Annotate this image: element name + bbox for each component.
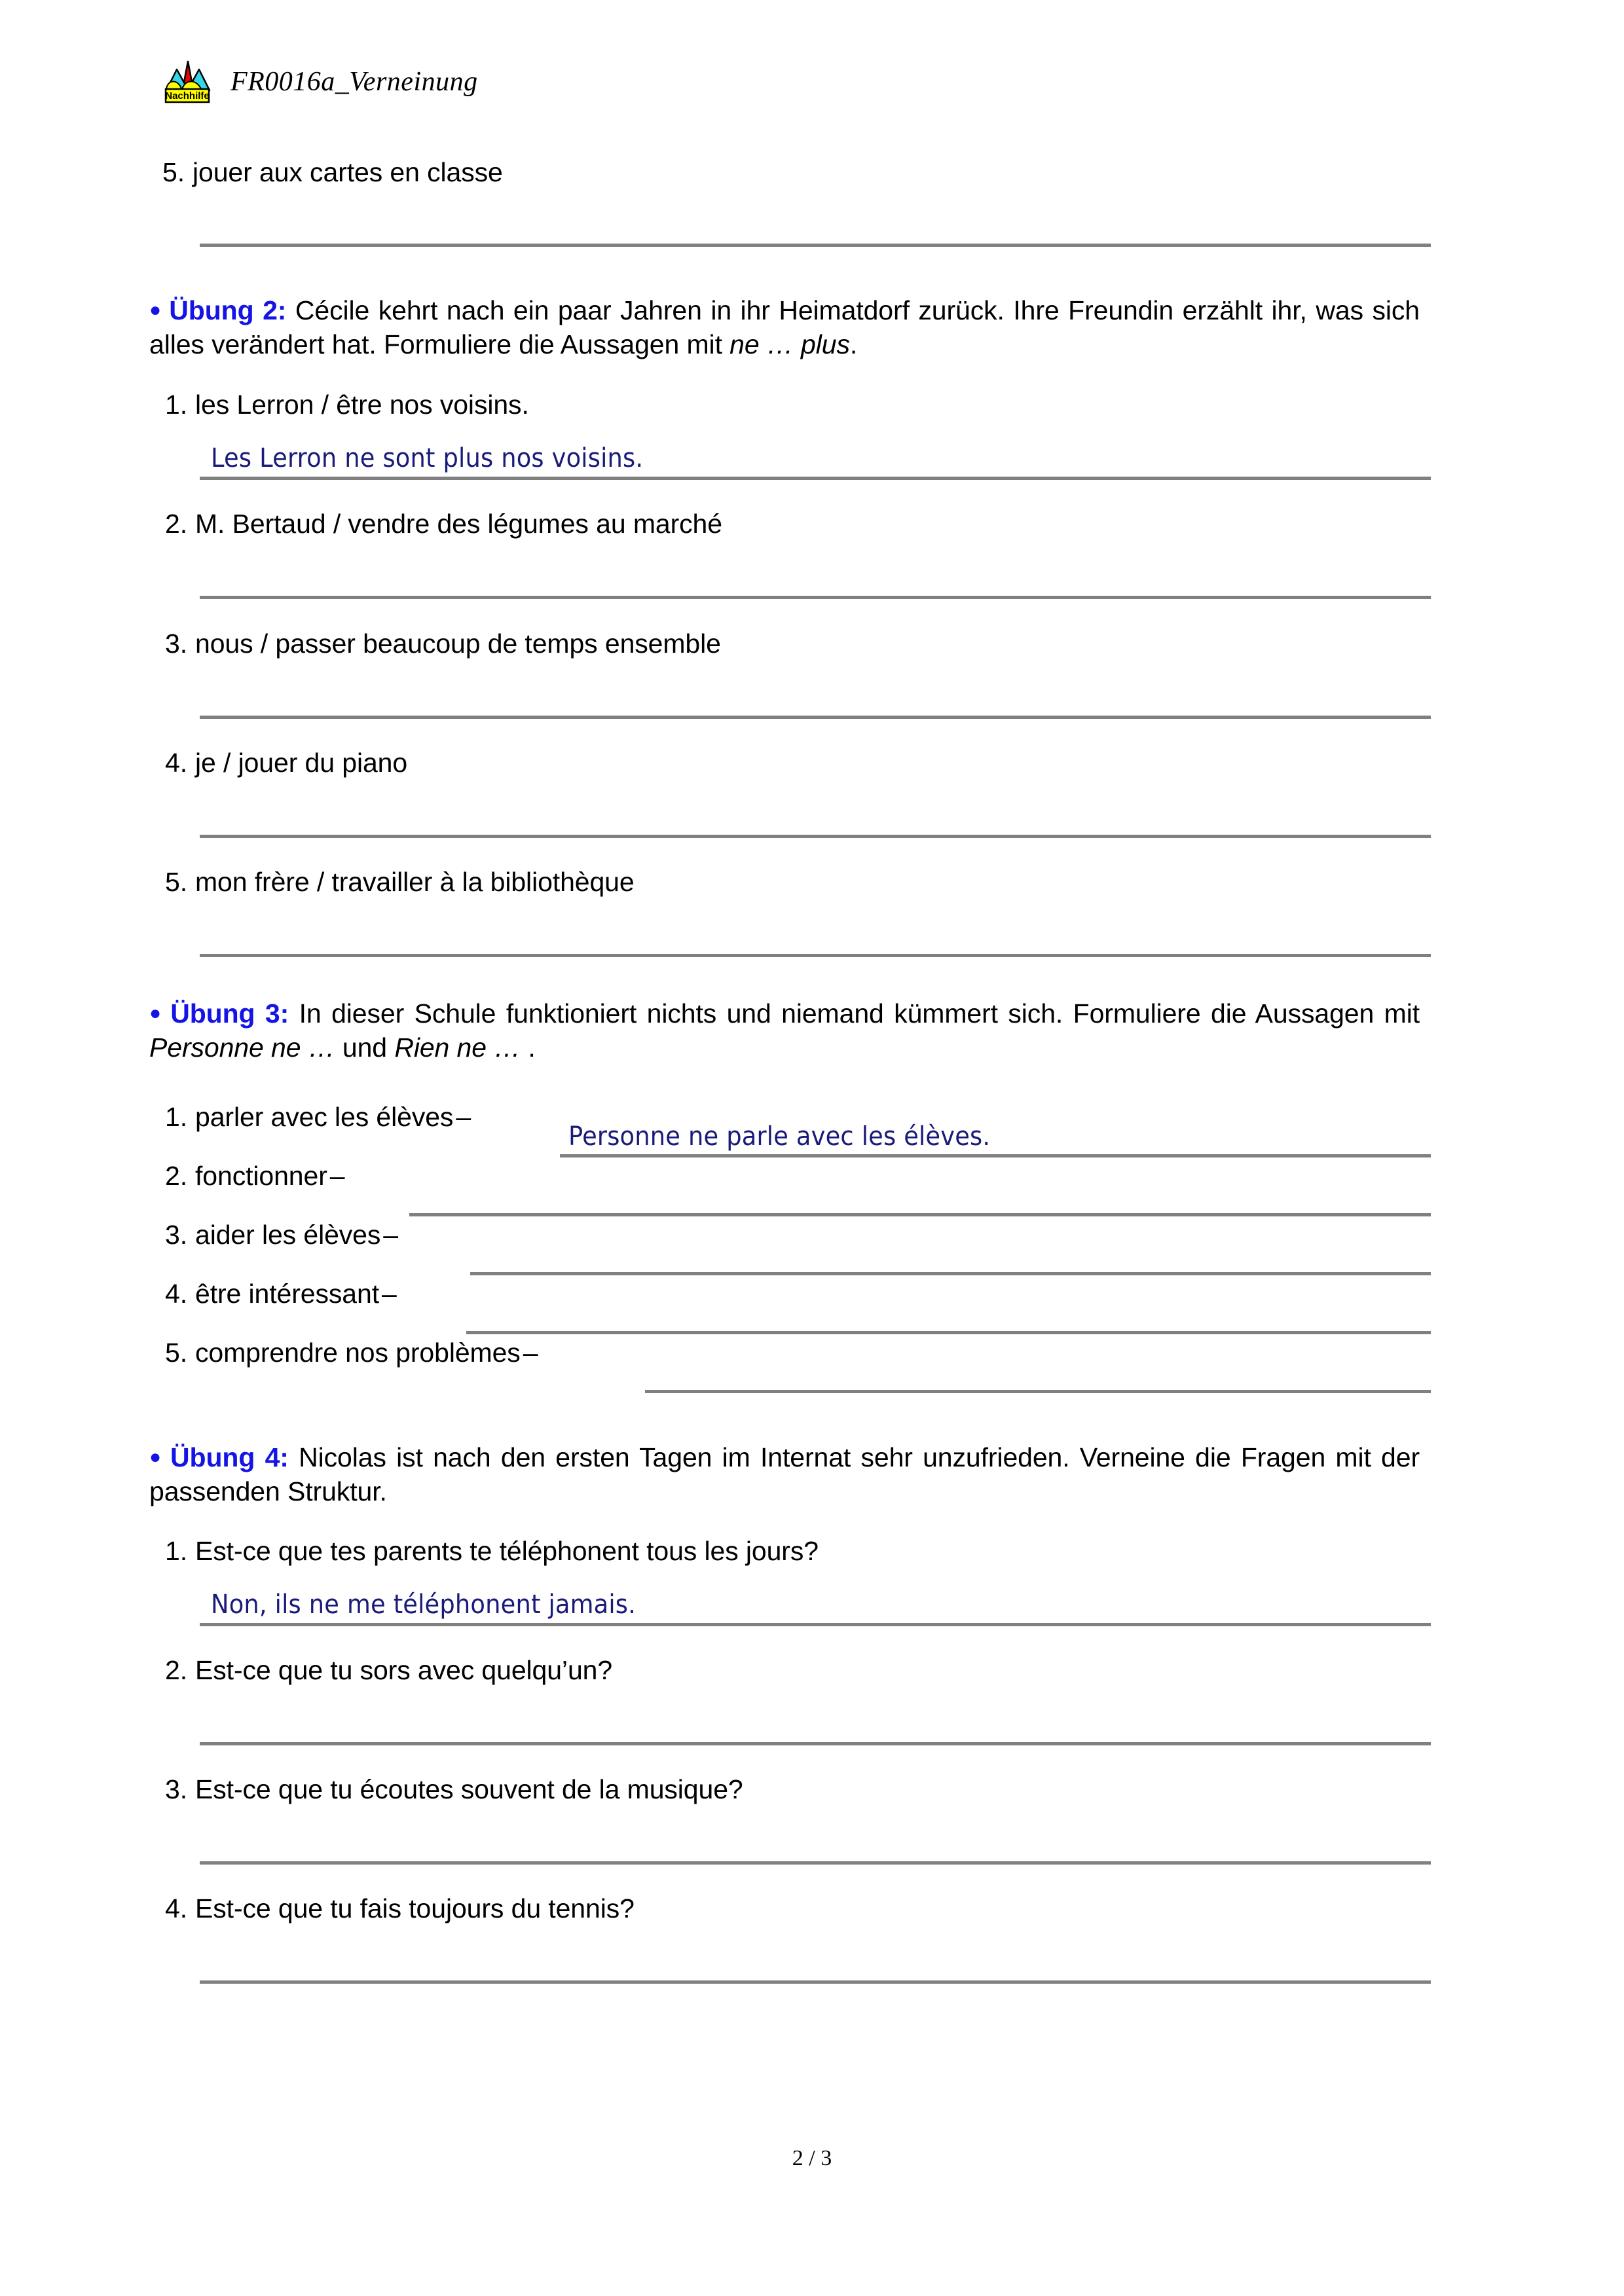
bullet-icon: ● — [149, 299, 163, 321]
exercise-instruction-a: In dieser Schule funktioniert nichts und niemand kümmert sich. Formuliere die Aussagen mit — [289, 998, 1420, 1029]
ex2-item-5-rule[interactable] — [200, 954, 1431, 957]
dash-separator: – — [329, 1161, 345, 1191]
ex2-item-2-rule[interactable] — [200, 596, 1431, 599]
ex2-item-4-prompt — [165, 746, 407, 780]
item-text: parler avec les élèves — [195, 1102, 454, 1132]
exercise-label: Übung 3: — [170, 998, 289, 1029]
item-text: être intéressant — [195, 1279, 379, 1309]
exercise-3-heading — [149, 996, 1420, 1065]
svg-text:Nachhilfe: Nachhilfe — [165, 90, 210, 101]
item-number: 5. — [165, 1338, 187, 1368]
ex2-item-1-answer[interactable]: Les Lerron ne sont plus nos voisins. — [211, 443, 644, 473]
item-text: les Lerron / être nos voisins. — [195, 390, 529, 420]
item-text: fonctionner — [195, 1161, 327, 1191]
ex4-item-4-prompt — [165, 1891, 635, 1925]
item-text: Est-ce que tu fais toujours du tennis? — [195, 1893, 635, 1923]
page-number: 2 / 3 — [792, 2146, 832, 2170]
dash-separator: – — [456, 1102, 471, 1132]
page-footer — [0, 2146, 1624, 2171]
item-number: 5. — [162, 157, 185, 187]
item-text: aider les élèves — [195, 1220, 381, 1250]
ex3-item-5-row — [165, 1336, 542, 1370]
ex3-item-2-rule[interactable] — [409, 1213, 1431, 1216]
exercise-instruction-italic: ne … plus — [729, 329, 850, 360]
ex3-item-4-rule[interactable] — [466, 1331, 1431, 1334]
ex2-item-3-rule[interactable] — [200, 716, 1431, 719]
item-number: 1. — [165, 390, 187, 420]
ex3-item-3-row — [165, 1218, 402, 1252]
exercise-instruction-b: . — [521, 1032, 536, 1063]
ex3-item-2-row — [165, 1159, 348, 1193]
ex3-item-1-row — [165, 1100, 475, 1134]
bullet-icon: ● — [149, 1002, 164, 1024]
item-number: 3. — [165, 1774, 187, 1804]
dash-separator: – — [523, 1338, 538, 1368]
nachhilfe-logo-icon — [162, 58, 213, 106]
exercise-label: Übung 2: — [169, 295, 287, 325]
item-text: nous / passer beaucoup de temps ensemble — [195, 629, 721, 659]
item-number: 2. — [165, 509, 187, 539]
ex2-item-4-rule[interactable] — [200, 835, 1431, 838]
item-number: 5. — [165, 867, 187, 897]
ex4-item-2-rule[interactable] — [200, 1742, 1431, 1745]
exercise-instruction-a: Cécile kehrt nach ein paar Jahren in ihr Heimatdorf zurück. Ihre Freundin erzählt ihr, was sich alles verändert hat. Formuliere die Aussagen mit — [149, 295, 1420, 360]
item-text: Est-ce que tes parents te téléphonent tous les jours? — [195, 1536, 819, 1566]
ex2-item-1-rule[interactable] — [200, 477, 1431, 480]
item-number: 4. — [165, 1279, 187, 1309]
carryover-prompt — [162, 155, 503, 189]
ex2-item-1-prompt — [165, 388, 529, 422]
ex3-item-4-row — [165, 1277, 401, 1311]
item-text: je / jouer du piano — [195, 748, 408, 778]
answer-rule[interactable] — [200, 244, 1431, 247]
item-text: mon frère / travailler à la bibliothèque — [195, 867, 635, 897]
item-number: 1. — [165, 1536, 187, 1566]
item-number: 1. — [165, 1102, 187, 1132]
page-header — [162, 58, 478, 106]
ex4-item-1-prompt — [165, 1534, 819, 1568]
exercise-2-heading — [149, 293, 1420, 362]
ex4-item-2-prompt — [165, 1653, 612, 1687]
exercise-instruction-italic: Personne ne … — [149, 1032, 335, 1063]
ex4-item-1-answer[interactable]: Non, ils ne me téléphonent jamais. — [211, 1590, 637, 1620]
ex4-item-1-rule[interactable] — [200, 1623, 1431, 1626]
item-number: 2. — [165, 1161, 187, 1191]
item-number: 3. — [165, 1220, 187, 1250]
bullet-icon: ● — [149, 1446, 164, 1468]
dash-separator: – — [382, 1279, 397, 1309]
ex2-item-5-prompt — [165, 865, 635, 899]
ex2-item-3-prompt — [165, 627, 721, 661]
exercise-instruction-a: Nicolas ist nach den ersten Tagen im Internat sehr unzufrieden. Verneine die Fragen mit der passenden Struktur. — [149, 1442, 1420, 1507]
item-number: 4. — [165, 748, 187, 778]
ex4-item-3-rule[interactable] — [200, 1861, 1431, 1865]
exercise-label: Übung 4: — [170, 1442, 289, 1472]
item-text: jouer aux cartes en classe — [193, 157, 503, 187]
item-text: comprendre nos problèmes — [195, 1338, 521, 1368]
exercise-4-heading — [149, 1440, 1420, 1509]
exercise-instruction-mid: und — [335, 1032, 395, 1063]
dash-separator: – — [383, 1220, 398, 1250]
exercise-instruction-italic-2: Rien ne … — [394, 1032, 521, 1063]
ex3-item-1-rule[interactable] — [560, 1154, 1431, 1157]
item-text: Est-ce que tu écoutes souvent de la musique? — [195, 1774, 743, 1804]
item-number: 4. — [165, 1893, 187, 1923]
ex3-item-3-rule[interactable] — [470, 1272, 1431, 1275]
item-text: M. Bertaud / vendre des légumes au marché — [195, 509, 722, 539]
ex4-item-4-rule[interactable] — [200, 1980, 1431, 1984]
ex4-item-3-prompt — [165, 1772, 743, 1806]
ex3-item-1-answer[interactable]: Personne ne parle avec les élèves. — [568, 1121, 991, 1152]
item-text: Est-ce que tu sors avec quelqu’un? — [195, 1655, 613, 1685]
ex3-item-5-rule[interactable] — [645, 1390, 1431, 1393]
ex2-item-2-prompt — [165, 507, 722, 541]
document-title: FR0016a_Verneinung — [231, 67, 478, 97]
item-number: 2. — [165, 1655, 187, 1685]
item-number: 3. — [165, 629, 187, 659]
exercise-instruction-b: . — [849, 329, 858, 360]
